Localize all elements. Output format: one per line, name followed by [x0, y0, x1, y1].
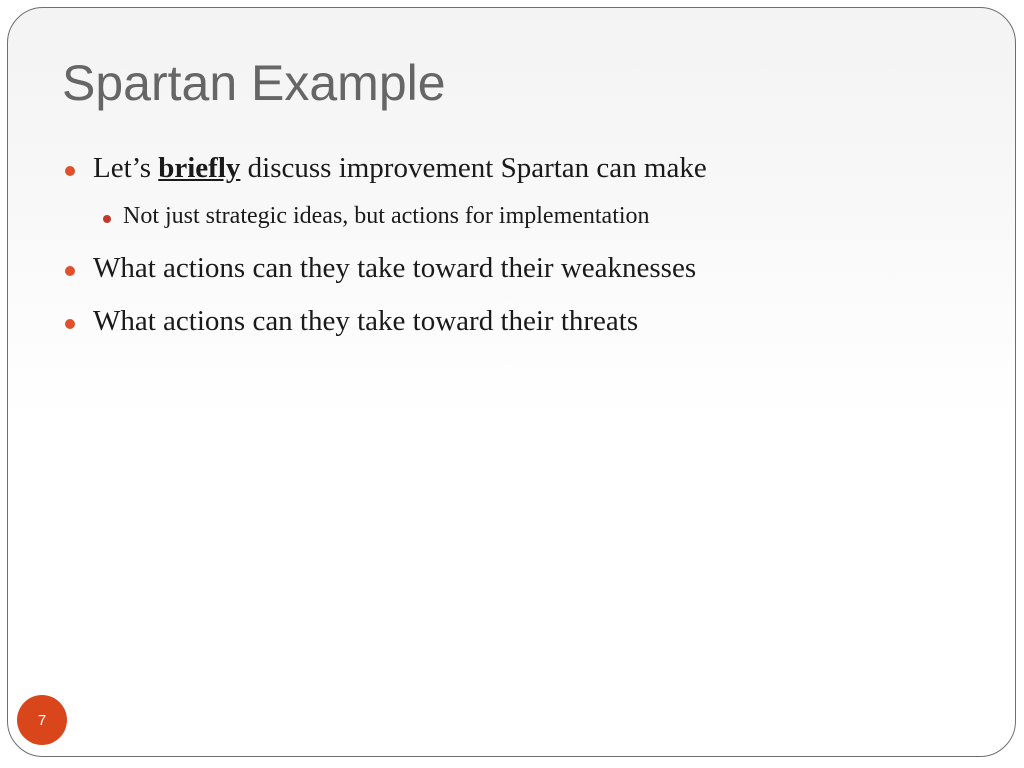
bullet-text: What actions can they take toward their weaknesses — [93, 252, 697, 284]
sub-bullet-dot-icon — [103, 215, 111, 223]
bullet-item-2 — [93, 252, 696, 285]
bullet-dot-icon — [65, 319, 75, 329]
page-number-badge: 7 — [17, 695, 67, 745]
bullet-text-after: discuss improvement Spartan can make — [240, 152, 707, 184]
bullet-dot-icon — [65, 166, 75, 176]
bullet-text: What actions can they take toward their threats — [93, 305, 639, 337]
bullet-dot-icon — [65, 266, 75, 276]
sub-bullet-item-1 — [123, 203, 650, 230]
bullet-emphasis: briefly — [158, 152, 241, 184]
slide-frame — [7, 7, 1016, 757]
bullet-text-before: Let’s — [93, 152, 159, 184]
bullet-item-3 — [93, 305, 638, 338]
slide-title: Spartan Example — [62, 55, 446, 111]
sub-bullet-text: Not just strategic ideas, but actions for implementation — [123, 203, 650, 229]
bullet-item-1 — [93, 152, 707, 185]
